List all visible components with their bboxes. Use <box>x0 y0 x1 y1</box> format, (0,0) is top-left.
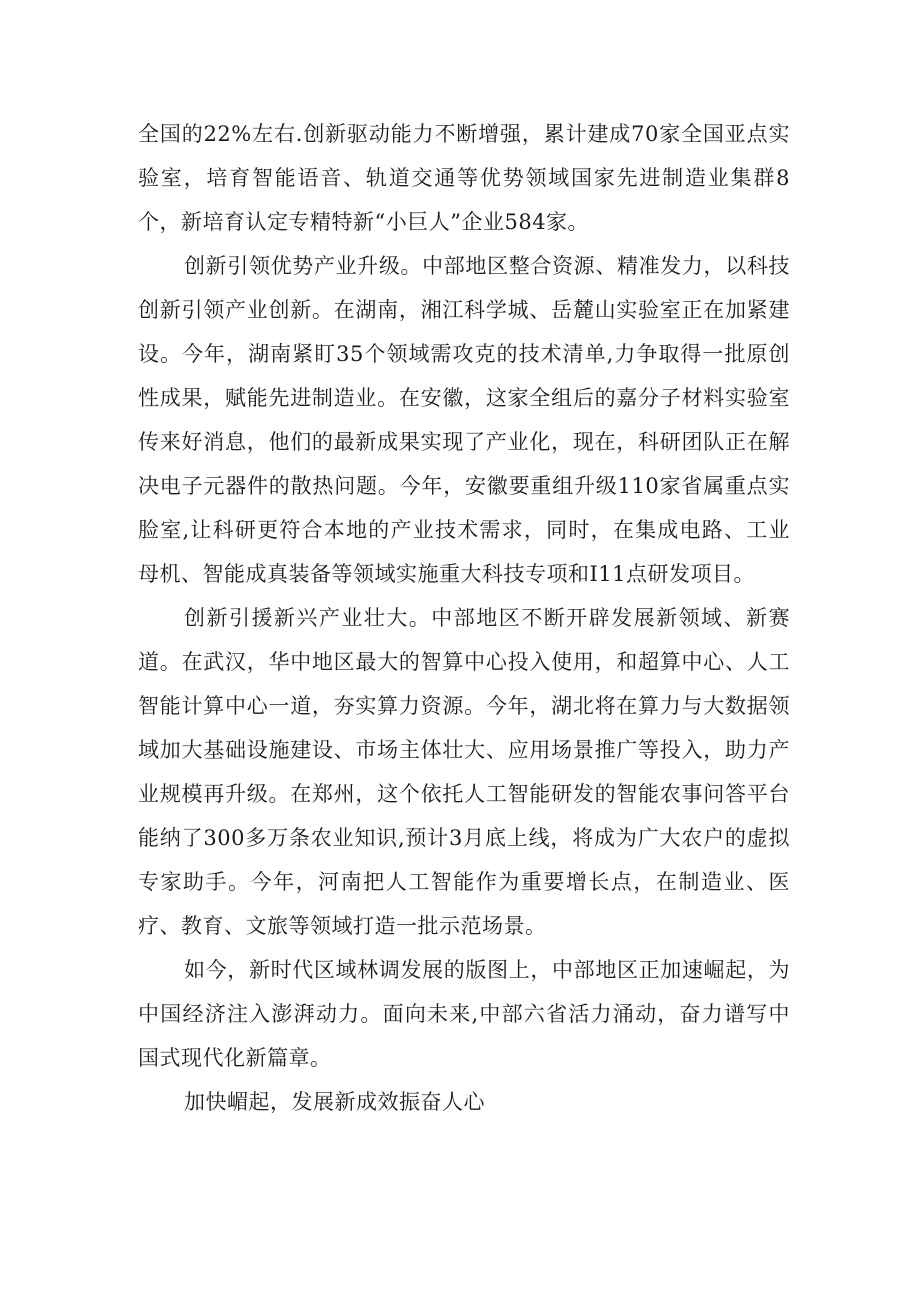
document-body <box>138 112 790 1124</box>
paragraph-emerging-industries: 创新引援新兴产业壮大。中部地区不断开辟发展新领域、新赛道。在武汉，华中地区最大的智算中心投入使用，和超算中心、人工智能计算中心一道，夯实算力资源。今年，湖北将在算力与大数据领域加大基础设施建设、市场主体壮大、应用场景推广等投入，助力产业规模再升级。在郑州，这个依托人工智能研发的智能农事问答平台能纳了300多万条农业知识,预计3月底上线，将成为广大农户的虚拟专家助手。今年，河南把人工智能作为重要增长点，在制造业、医疗、教育、文旅等领域打造一批示范场景。 <box>138 606 790 938</box>
paragraph-innovation-upgrade: 创新引领优势产业升级。中部地区整合资源、精准发力，以科技创新引领产业创新。在湖南，湘江科学城、岳麓山实验室正在加紧建设。今年，湖南紧盯35个领域需攻克的技术清单,力争取得一批原创性成果，赋能先进制造业。在安徽，这家全组后的嘉分子材料实验室传来好消息，他们的最新成果实现了产业化，现在，科研团队正在解决电子元器件的散热问题。今年，安徽要重组升级110家省属重点实脸室,让科研更符合本地的产业技术需求，同时，在集成电路、工业母机、智能成真装备等领域实施重大科技专项和I11点研发项目。 <box>138 254 790 586</box>
paragraph-rise-summary: 如今，新时代区域林调发展的版图上，中部地区正加速崛起，为中国经济注入澎湃动力。面向未来,中部六省活力涌动，奋力谱写中国式现代化新篇章。 <box>138 958 790 1070</box>
section-heading: 加快嵋起，发展新成效振奋人心 <box>184 1090 485 1114</box>
paragraph-continuation: 全国的22%左右.创新驱动能力不断增强，累计建成70家全国亚点实验室，培育智能语音、轨道交通等优势领域国家先进制造业集群8个，新培育认定专精特新“小巨人”企业584家。 <box>138 122 790 234</box>
